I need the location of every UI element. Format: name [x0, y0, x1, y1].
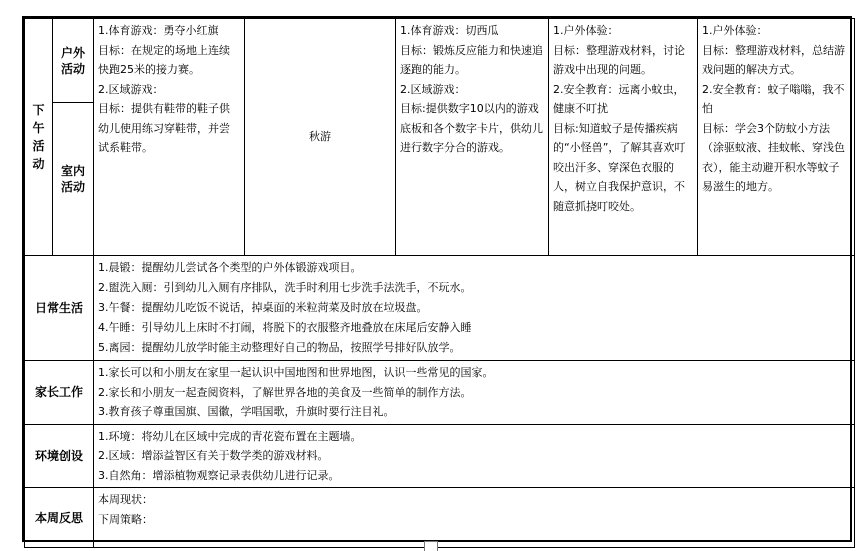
- indoor-label: [53, 103, 94, 256]
- afternoon-col2-cell: [245, 19, 396, 256]
- afternoon-col3-line: 2.区域游戏：: [400, 82, 466, 96]
- daily-life-item: 2.盥洗入厕：引到幼儿入厕有序排队，洗手时利用七步洗手法洗手，不玩水。: [98, 281, 472, 294]
- environment-item: 1.环境：将幼儿在区域中完成的青花瓷布置在主题墙。: [98, 429, 362, 443]
- environment-row: [25, 424, 855, 488]
- parents-row: [25, 361, 855, 425]
- afternoon-label: [25, 19, 53, 256]
- afternoon-col4-line: 目标：整理游戏材料，讨论游戏中出现的问题。: [553, 43, 685, 76]
- reflection-label: 本周反思: [25, 488, 94, 548]
- afternoon-col5-cell: [698, 19, 855, 256]
- reflection-item: 本周现状：: [98, 493, 153, 506]
- afternoon-col4-cell: [549, 19, 698, 256]
- parents-item: 3.教育孩子尊重国旗、国徽，学唱国歌，升旗时要行注目礼。: [98, 405, 395, 418]
- weekly-plan-sheet: [22, 16, 852, 542]
- daily-life-label: 日常生活: [25, 256, 94, 361]
- environment-item: 2.区域：增添益智区有关于数学类的游戏材料。: [98, 449, 329, 462]
- afternoon-col4-line: 目标:知道蚊子是传播疾病的“小怪兽”，了解其喜欢叮咬出汗多、穿深色衣服的人，树立自我保护意识，不随意抓挠叮咬处。: [553, 121, 686, 213]
- afternoon-col5-line: 2.安全教育：蚊子嗡嗡，我不怕: [702, 82, 845, 115]
- reflection-row: [25, 488, 855, 548]
- afternoon-col5-line: 目标：整理游戏材料，总结游戏问题的解决方式。: [702, 43, 845, 76]
- daily-life-cell: [94, 256, 855, 361]
- parents-item: 1.家长可以和小朋友在家里一起认识中国地图和世界地图，认识一些常见的国家。: [98, 366, 494, 379]
- afternoon-col1-line: 目标：在规定的场地上连续快跑25米的接力赛。: [98, 43, 230, 76]
- afternoon-label-text: 下午活动: [32, 103, 45, 171]
- daily-life-item: 5.离园：提醒幼儿放学时能主动整理好自己的物品，按照学号排好队放学。: [98, 341, 461, 354]
- paragraph-anchor-icon: [424, 541, 438, 551]
- afternoon-col2-text: 秋游: [309, 130, 331, 144]
- afternoon-col1-cell: [94, 19, 245, 256]
- environment-label: 环境创设: [25, 424, 94, 488]
- afternoon-col3-line: 目标：锻炼反应能力和快速追逐跑的能力。: [400, 43, 543, 76]
- environment-item: 3.自然角：增添植物观察记录表供幼儿进行记录。: [98, 468, 340, 482]
- reflection-item: 下周策略：: [98, 512, 153, 526]
- daily-life-item: 1.晨锻：提醒幼儿尝试各个类型的户外体锻游戏项目。: [98, 261, 362, 274]
- afternoon-col4-line: 1.户外体验：: [553, 24, 619, 37]
- outdoor-label: [53, 19, 94, 103]
- parents-item: 2.家长和小朋友一起查阅资料，了解世界各地的美食及一些简单的制作方法。: [98, 385, 472, 399]
- environment-cell: [94, 424, 855, 488]
- afternoon-col1-line: 1.体育游戏：勇夺小红旗: [98, 24, 219, 37]
- afternoon-col4-line: 2.安全教育：远离小蚊虫，健康不叮扰: [553, 82, 685, 115]
- daily-life-item: 4.午睡：引导幼儿上床时不打闹，将脱下的衣服整齐地叠放在床尾后安静入睡: [98, 321, 472, 334]
- daily-life-row: [25, 256, 855, 361]
- afternoon-col1-line: 目标：提供有鞋带的鞋子供幼儿使用练习穿鞋带，并尝试系鞋带。: [98, 102, 230, 154]
- weekly-plan-table: [24, 18, 855, 548]
- afternoon-col1-line: 2.区域游戏：: [98, 82, 164, 96]
- parents-label: 家长工作: [25, 361, 94, 425]
- afternoon-outdoor-row: [25, 19, 855, 103]
- afternoon-col3-cell: [396, 19, 549, 256]
- daily-life-item: 3.午餐：提醒幼儿吃饭不说话，掉桌面的米粒菏菜及时放在垃圾盘。: [98, 301, 428, 314]
- indoor-label-text: 室内活动: [60, 164, 85, 194]
- parents-cell: [94, 361, 855, 425]
- afternoon-col3-line: 1.体育游戏：切西瓜: [400, 24, 499, 37]
- outdoor-label-text: 户外活动: [60, 45, 85, 76]
- afternoon-col5-line: 1.户外体验：: [702, 24, 768, 37]
- afternoon-col5-line: 目标：学会3个防蚊小方法（涂驱蚊液、挂蚊帐、穿浅色衣），能主动避开积水等蚊子易滋生的地方。: [702, 121, 845, 193]
- reflection-cell: [94, 488, 855, 548]
- afternoon-col3-line: 目标:提供数字10以内的游戏底板和各个数字卡片，供幼儿进行数字分合的游戏。: [400, 102, 543, 154]
